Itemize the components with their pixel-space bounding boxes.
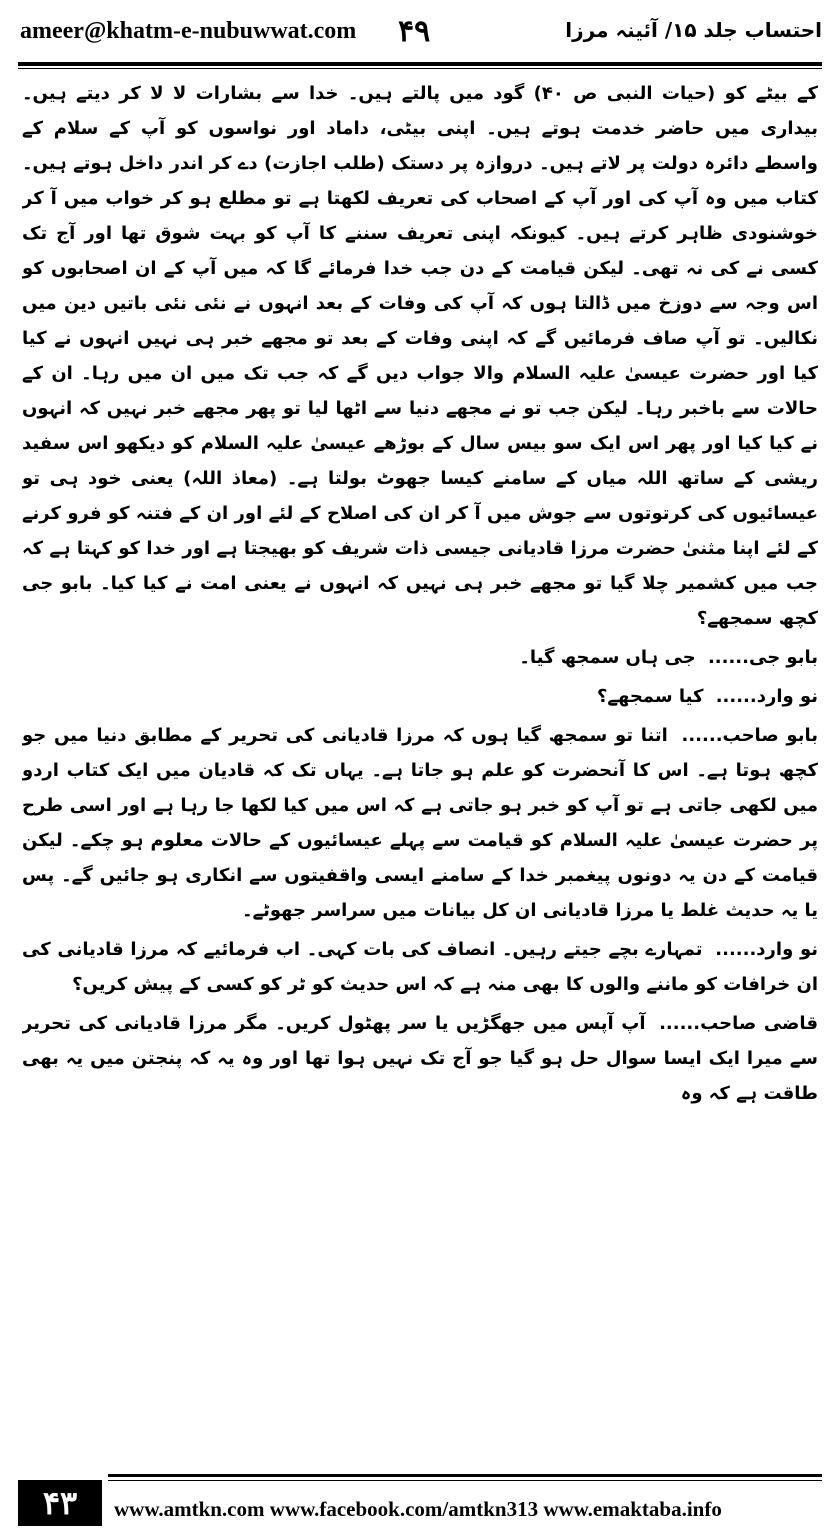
speaker-label: بابو صاحب [722, 725, 818, 746]
dialogue-text: آپ آپس میں جھگڑیں یا سر پھٹول کریں۔ مگر مرزا قادیانی کی تحریر سے میرا ایک ایسا سوال حل ہو گیا جو آج تک نہیں ہوا تھا اور وہ یہ کہ پنجتن میں یہ بھی طاقت ہے کہ وہ [22, 1013, 818, 1104]
header-rule-thick [18, 62, 822, 66]
header-email: ameer@khatm-e-nubuwwat.com [20, 18, 357, 44]
footer-rule-thick [108, 1474, 822, 1477]
header-page-number: ۴۹ [398, 15, 431, 48]
dialogue-babu-ji [22, 640, 818, 675]
dialogue-babu-sahib [22, 718, 818, 928]
paragraph-1: کے بیٹے کو (حیات النبی ص ۴۰) گود میں پالتے ہیں۔ خدا سے بشارات لا لا کر دیتے ہیں۔ بیداری میں حاضر خدمت ہوتے ہیں۔ اپنی بیٹی، داماد اور نواسوں کو آپ کے سلام کے واسطے دائرہ دولت پر لاتے ہیں۔ دروازہ پر دستک (طلب اجازت) دے کر اندر داخل ہوتے ہیں۔ کتاب میں وہ آپ کی اور آپ کے اصحاب کی تعریف لکھتا ہے تو مطلع ہو کر خواب میں آ کر خوشنودی ظاہر کرتے ہیں۔ کیونکہ اپنی تعریف سننے کا آپ کو بہت شوق تھا اور آج تک کسی نے کی نہ تھی۔ لیکن قیامت کے دن جب خدا فرمائے گا کہ میں آپ کے ان اصحابوں کو اس وجہ سے دوزخ میں ڈالتا ہوں کہ آپ کی وفات کے بعد انہوں نے نئی نئی باتیں دین میں نکالیں۔ تو آپ صاف فرمائیں گے کہ اپنی وفات کے بعد تو مجھے خبر ہی نہیں انہوں نے کیا کیا اور حضرت عیسیٰ علیہ السلام والا جواب دیں گے کہ جب تک میں ان میں رہا۔ ان کے حالات سے باخبر رہا۔ لیکن جب تو نے مجھے دنیا سے اٹھا لیا تو پھر مجھے خبر نہیں کہ انہوں نے کیا کیا اور پھر اس ایک سو بیس سال کے بوڑھے عیسیٰ علیہ السلام کو دیکھو اس سفید ریشی کے ساتھ اللہ میاں کے سامنے کیسا جھوٹ بولتا ہے۔ (معاذ اللہ) یعنی خود ہی تو عیسائیوں کی کرتوتوں سے جوش میں آ کر ان کی اصلاح کے لئے اور ان کے فتنہ کو فرو کرنے کے لئے اپنا مثنیٰ حضرت مرزا قادیانی جیسی ذات شریف کو بھیجتا ہے اور خدا کو کہتا ہے کہ جب میں کشمیر چلا گیا تو مجھے خبر ہی نہیں کہ انہوں نے یعنی امت نے کیا کیا۔ بابو جی کچھ سمجھے؟ [22, 83, 818, 629]
speaker-dots: ...... [715, 939, 757, 960]
dialogue-text: اتنا تو سمجھ گیا ہوں کہ مرزا قادیانی کی تحریر کے مطابق دنیا میں جو کچھ ہوتا ہے۔ اس کا آنحضرت کو علم ہو جاتا ہے۔ یہاں تک کہ قادیان میں ایک کتاب اردو میں لکھی جاتی ہے تو آپ کو خبر ہو جاتی ہے کہ اس میں کیا لکھا جا رہا ہے اور اسی طرح پر حضرت عیسیٰ علیہ السلام کو قیامت سے پہلے عیسائیوں کے حالات معلوم ہو چکے۔ لیکن قیامت کے دن یہ دونوں پیغمبر خدا کے سامنے ایسی واقفیتوں سے انکاری ہو جائیں گے۔ پس یا یہ حدیث غلط یا مرزا قادیانی ان کل بیانات میں سراسر جھوٹے۔ [22, 725, 818, 921]
dialogue-nowarid-2 [22, 932, 818, 1002]
header-book-title: احتساب جلد ۱۵/ آئینہ مرزا [565, 18, 822, 42]
page-body [22, 76, 818, 1460]
speaker-label: قاضی صاحب [700, 1013, 818, 1034]
speaker-dots: ...... [681, 725, 723, 746]
page-header [18, 14, 822, 58]
footer-page-number: ۴۳ [18, 1480, 102, 1526]
speaker-label: نو وارد [756, 686, 818, 707]
dialogue-text: جی ہاں سمجھ گیا۔ [519, 647, 696, 668]
page-footer [18, 1472, 822, 1530]
dialogue-text: تمہارے بچے جیتے رہیں۔ انصاف کی بات کہی۔ اب فرمائیے کہ مرزا قادیانی کی ان خرافات کو ماننے والوں کا بھی منہ ہے کہ اس حدیث کو ٹر کو کسی کے پیش کریں؟ [22, 939, 818, 995]
speaker-label: نو وارد [756, 939, 818, 960]
speaker-label: بابو جی [748, 647, 818, 668]
speaker-dots: ...... [707, 647, 749, 668]
speaker-dots: ...... [659, 1013, 701, 1034]
footer-rule-thin [108, 1480, 822, 1481]
dialogue-text: کیا سمجھے؟ [596, 686, 704, 707]
footer-links[interactable]: www.amtkn.com www.facebook.com/amtkn313 www.emaktaba.info [114, 1497, 722, 1521]
dialogue-nowarid-1 [22, 679, 818, 714]
speaker-dots: ...... [715, 686, 757, 707]
dialogue-qazi-sahib [22, 1006, 818, 1111]
header-rule-thin [18, 68, 822, 69]
